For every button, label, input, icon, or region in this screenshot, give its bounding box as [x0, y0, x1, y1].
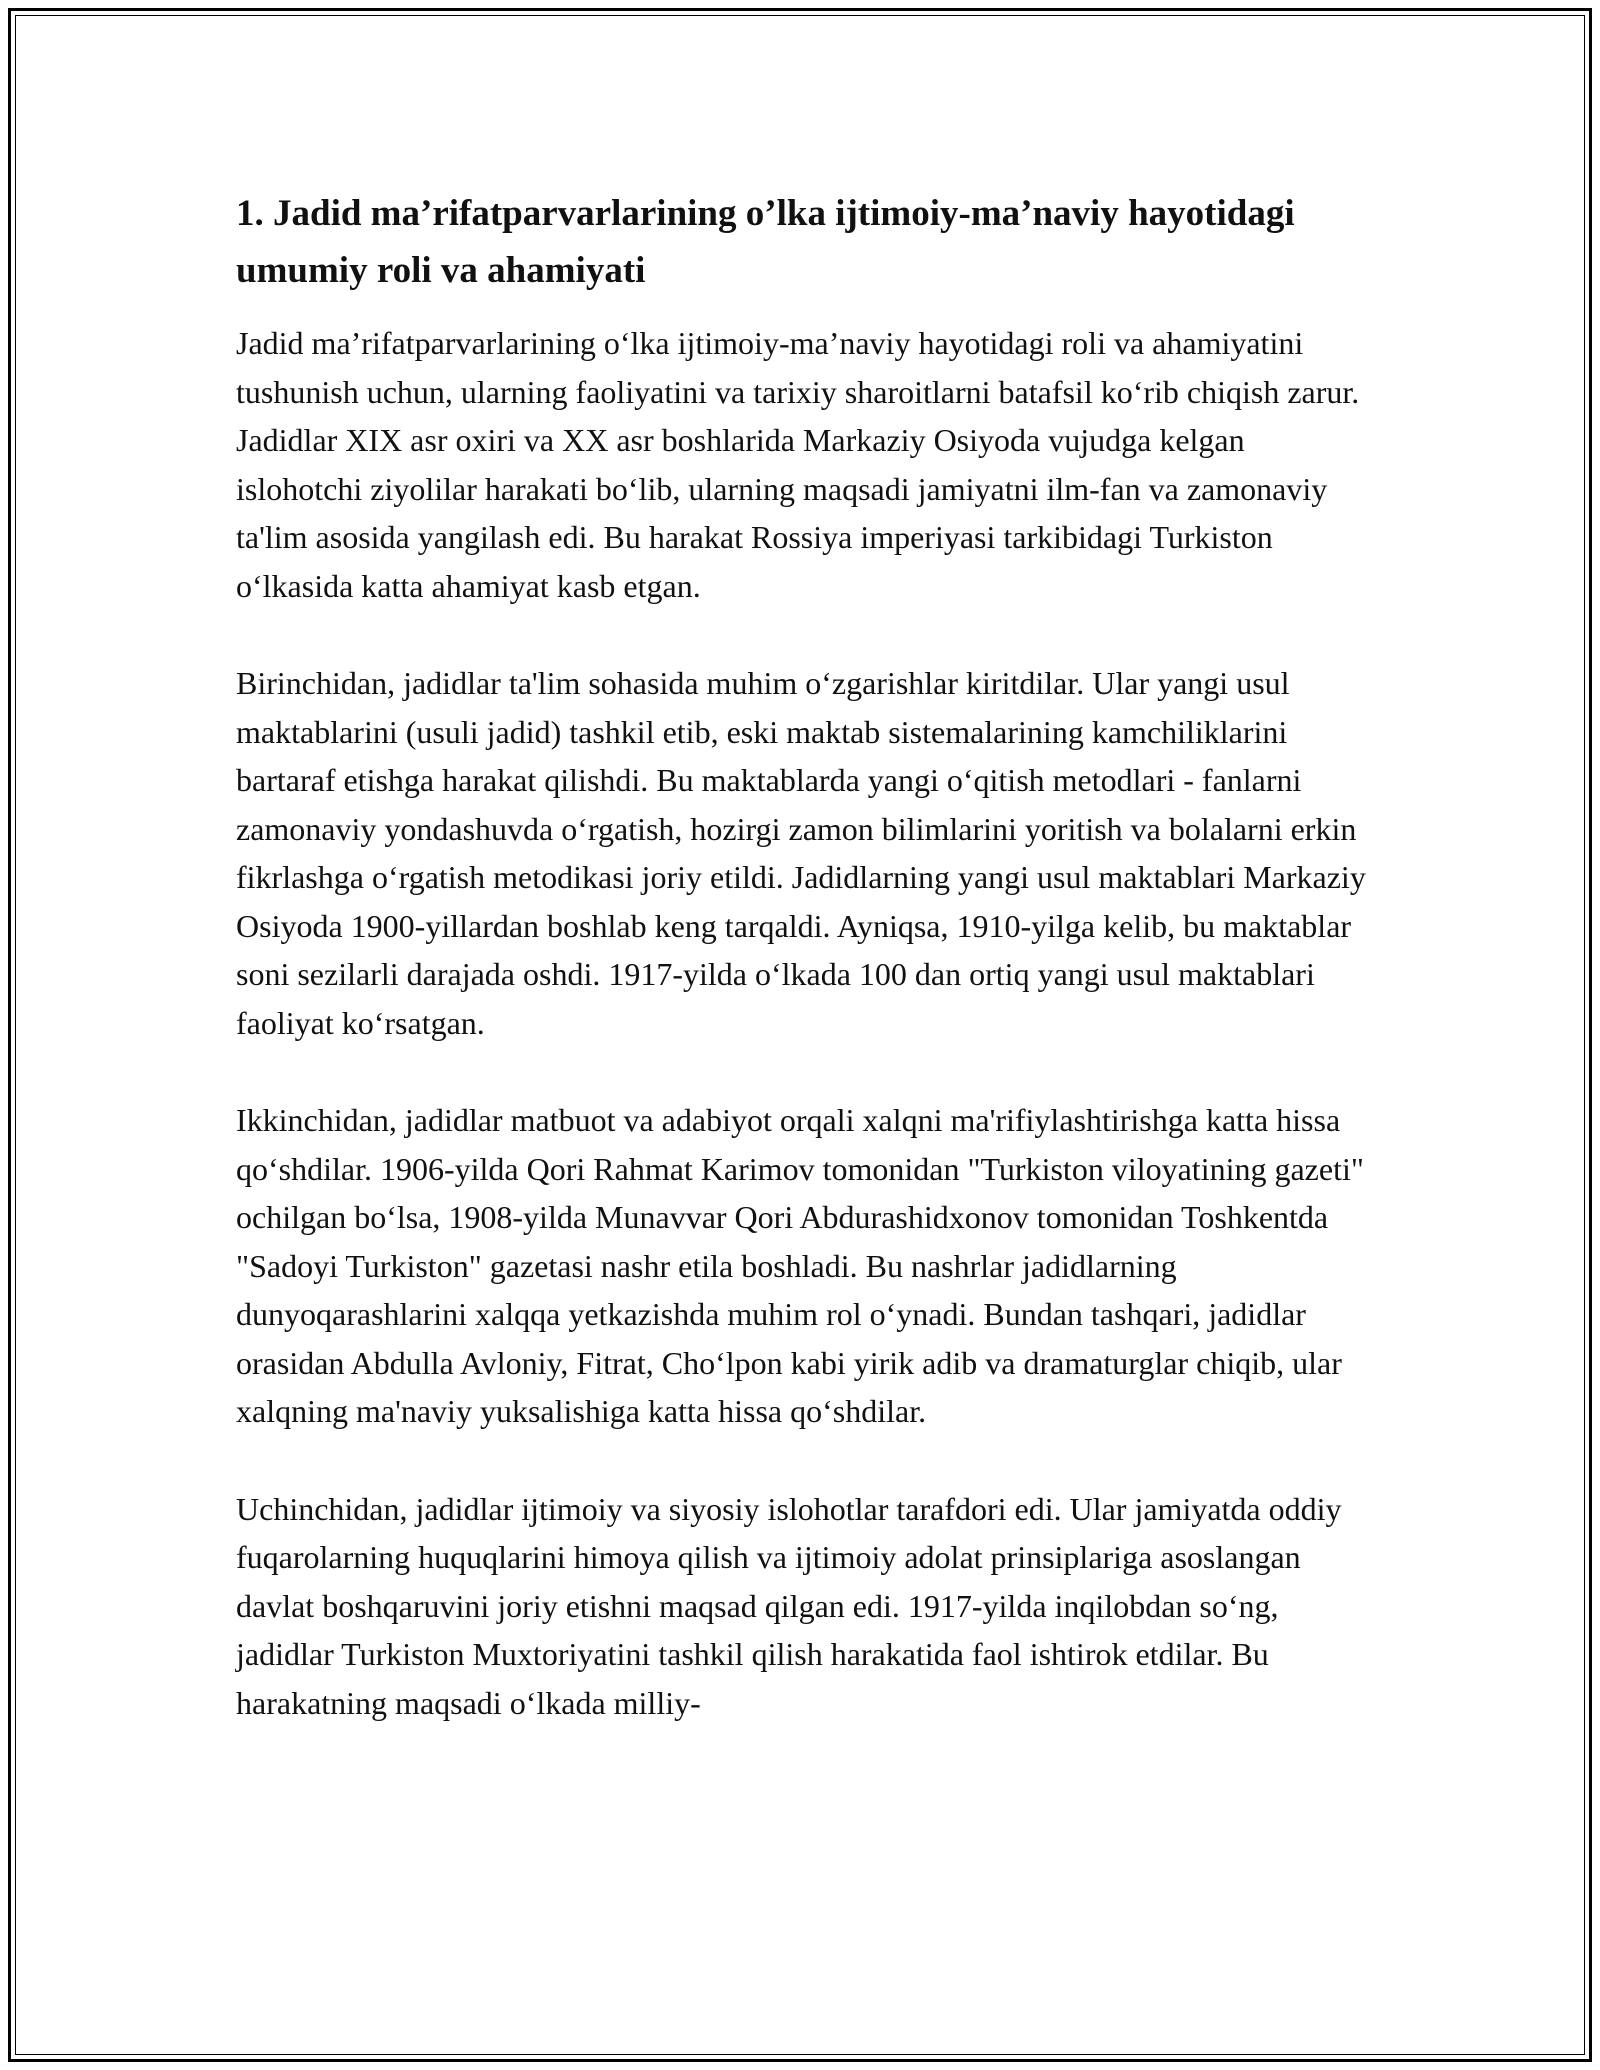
- paragraph-second-point: Ikkinchidan, jadidlar matbuot va adabiyot orqali xalqni ma'rifiylashtirishga katta hissa qoʻshdilar. 1906-yilda Qori Rahmat Karimov tomonidan "Turkiston viloyatining gazeti" ochilgan boʻlsa, 1908-yilda Munavvar Qori Abdurashidxonov tomonidan Toshkentda "Sadoyi Turkiston" gazetasi nashr etila boshladi. Bu nashrlar jadidlarning dunyoqarashlarini xalqqa yetkazishda muhim rol oʻynadi. Bundan tashqari, jadidlar orasidan Abdulla Avloniy, Fitrat, Choʻlpon kabi yirik adib va dramaturglar chiqib, ular xalqning ma'naviy yuksalishiga katta hissa qoʻshdilar.: [236, 1102, 1364, 1429]
- paragraph-third-point: Uchinchidan, jadidlar ijtimoiy va siyosiy islohotlar tarafdori edi. Ular jamiyatda oddiy fuqarolarning huquqlarini himoya qilish va ijtimoiy adolat prinsiplariga asoslangan davlat boshqaruvini joriy etishni maqsad qilgan edi. 1917-yilda inqilobdan soʻng, jadidlar Turkiston Muxtoriyatini tashkil qilish harakatida faol ishtirok etdilar. Bu harakatning maqsadi oʻlkada milliy-: [236, 1490, 1342, 1721]
- document-body: [236, 185, 1366, 1776]
- paragraph-first-point: Birinchidan, jadidlar ta'lim sohasida muhim oʻzgarishlar kiritdilar. Ular yangi usul maktablarini (usuli jadid) tashkil etib, eski maktab sistemalarining kamchiliklarini bartaraf etishga harakat qilishdi. Bu maktablarda yangi oʻqitish metodlari - fanlarni zamonaviy yondashuvda oʻrgatish, hozirgi zamon bilimlarini yoritish va bolalarni erkin fikrlashga oʻrgatish metodikasi joriy etildi. Jadidlarning yangi usul maktablari Markaziy Osiyoda 1900-yillardan boshlab keng tarqaldi. Ayniqsa, 1910-yilga kelib, bu maktablar soni sezilarli darajada oshdi. 1917-yilda oʻlkada 100 dan ortiq yangi usul maktablari faoliyat koʻrsatgan.: [236, 665, 1366, 1041]
- paragraph-intro: Jadid ma’rifatparvarlarining oʻlka ijtimoiy-ma’naviy hayotidagi roli va ahamiyatini tushunish uchun, ularning faoliyatini va tarixiy sharoitlarni batafsil koʻrib chiqish zarur. Jadidlar XIX asr oxiri va XX asr boshlarida Markaziy Osiyoda vujudga kelgan islohotchi ziyolilar harakati boʻlib, ularning maqsadi jamiyatni ilm-fan va zamonaviy ta'lim asosida yangilash edi. Bu harakat Rossiya imperiyasi tarkibidagi Turkiston oʻlkasida katta ahamiyat kasb etgan.: [236, 325, 1360, 604]
- section-heading: 1. Jadid ma’rifatparvarlarining o’lka ijtimoiy-ma’naviy hayotidagi umumiy roli va ahamiyati: [236, 193, 1295, 291]
